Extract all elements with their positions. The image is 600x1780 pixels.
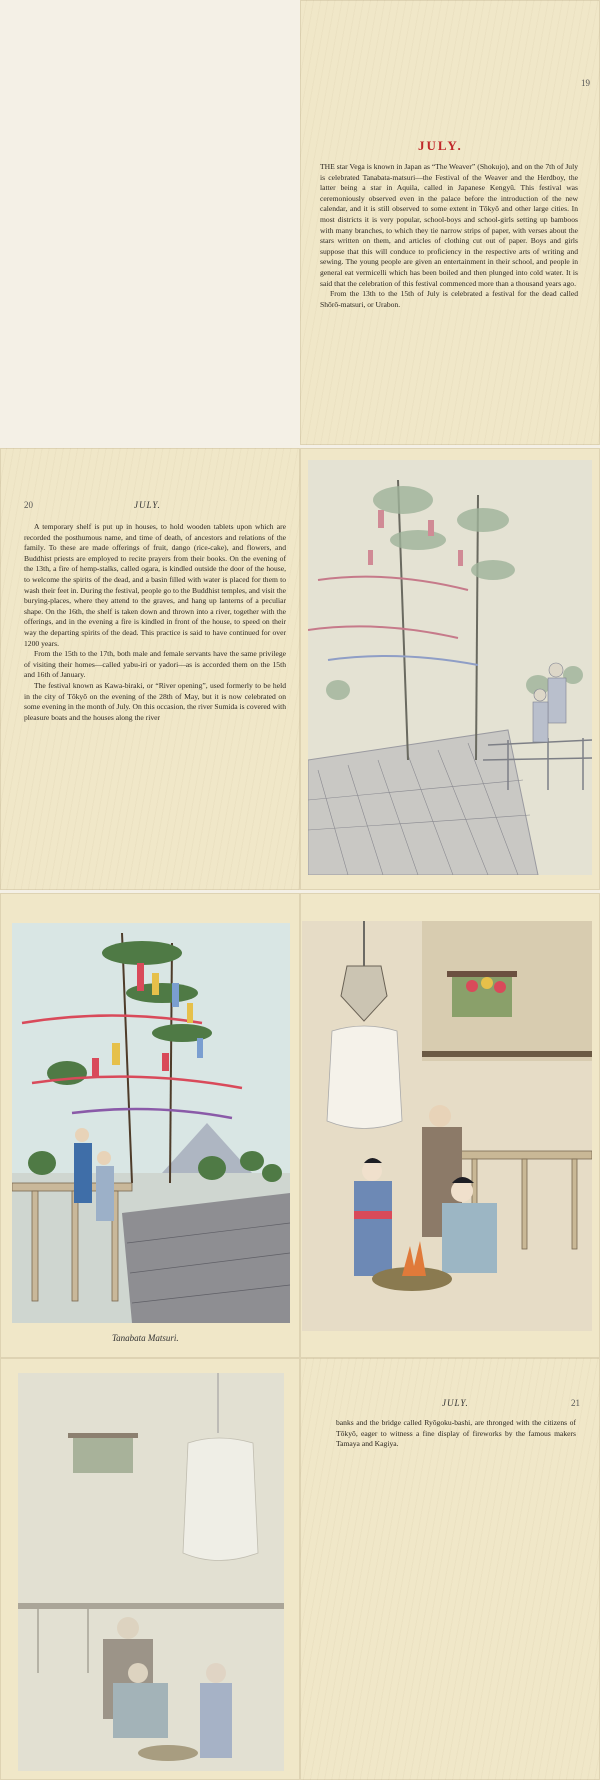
illustration-frame	[308, 460, 592, 875]
illustration-frame	[12, 923, 290, 1323]
tanabata-sketch-image	[308, 460, 592, 875]
paragraph: THE star Vega is known in Japan as “The Weaver” (Shokujo), and on the 7th of July is celebrated Tanabata-matsuri—the Festival of the Weaver and the Herdboy, the latter being a star in Aquila, called in Japanese Kengyū. This festival was ceremoniously observed even in the palace before the introduction of the new calendar, and it is still observed to some extent in Tōkyō and other large cities. In most districts it is very popular, school-boys and school-girls setting up bamboos with many branches, to which they tie narrow strips of paper, with verses about the stars written on them, and articles of clothing cut out of paper. Boys and girls suppose that this will conduce to proficiency in the respective arts of writing and sewing. The young people are given an entertainment in their school, and people in general eat vermicelli which has been boiled and then plunged into cold water. It is said that the celebration of this festival commenced more than a thousand years ago.	[320, 162, 578, 288]
tanabata-color-image	[12, 923, 290, 1323]
illustration-bon-color	[300, 893, 600, 1358]
illustration-bon-sketch	[0, 1358, 300, 1780]
page-20	[0, 448, 300, 890]
running-head: JULY.	[442, 1398, 469, 1408]
illustration-frame	[302, 921, 592, 1331]
running-head: JULY.	[134, 500, 161, 510]
chapter-title: JULY.	[418, 138, 463, 153]
illustration-caption: Tanabata Matsuri.	[112, 1333, 179, 1343]
body-text	[24, 522, 286, 723]
bon-color-image	[302, 921, 592, 1331]
body-text	[336, 1418, 576, 1450]
bon-sketch-image	[18, 1373, 284, 1771]
page-number: 20	[24, 500, 33, 510]
body-text	[320, 162, 578, 310]
page-number: 21	[571, 1398, 580, 1408]
paragraph: A temporary shelf is put up in houses, to hold wooden tablets upon which are recorded the posthumous name, and time of death, of ancestors and relations of the family. To these are made offerings of fruit, dango (rice-cake), and flowers, and Buddhist priests are employed to recite prayers from their books. On the evening of the 13th, a fire of hemp-stalks, called ogara, is kindled outside the door of the house, to welcome the spirits of the dead, and a basin filled with water is placed for them to wash their feet in. During the festival, people go to the Buddhist temples, and visit the burying-places, where they attend to the graves, and hang up lanterns of a peculiar shape. On the 16th, the shelf is taken down and thrown into a river, together with the offerings, and in the evening a fire is kindled in front of the house, to speed on their way the departing spirits of the dead. This practice is said to have continued for over 1200 years.	[24, 522, 286, 648]
page-number: 19	[581, 78, 590, 88]
illustration-tanabata-color	[0, 893, 300, 1358]
page-19	[300, 0, 600, 445]
page-21	[300, 1358, 600, 1780]
paragraph: The festival known as Kawa-biraki, or “River opening”, used formerly to be held in the city of Tōkyō on the evening of the 28th of May, but it is now celebrated on some evening in the month of July. On this occasion, the river Sumida is covered with pleasure boats and the houses along the river	[24, 680, 286, 722]
paragraph: From the 15th to the 17th, both male and female servants have the same privilege of visiting their homes—called yabu-iri or yadori—as is accorded them on the 15th and 16th of January.	[24, 649, 286, 680]
illustration-tanabata-sketch	[300, 448, 600, 890]
paragraph: banks and the bridge called Ryōgoku-bashi, are thronged with the citizens of Tōkyō, eager to witness a fine display of fireworks by the famous makers Tamaya and Kagiya.	[336, 1418, 576, 1449]
paragraph: From the 13th to the 15th of July is celebrated a festival for the dead called Shōrō-matsuri, or Urabon.	[320, 289, 578, 309]
illustration-frame	[18, 1373, 284, 1771]
